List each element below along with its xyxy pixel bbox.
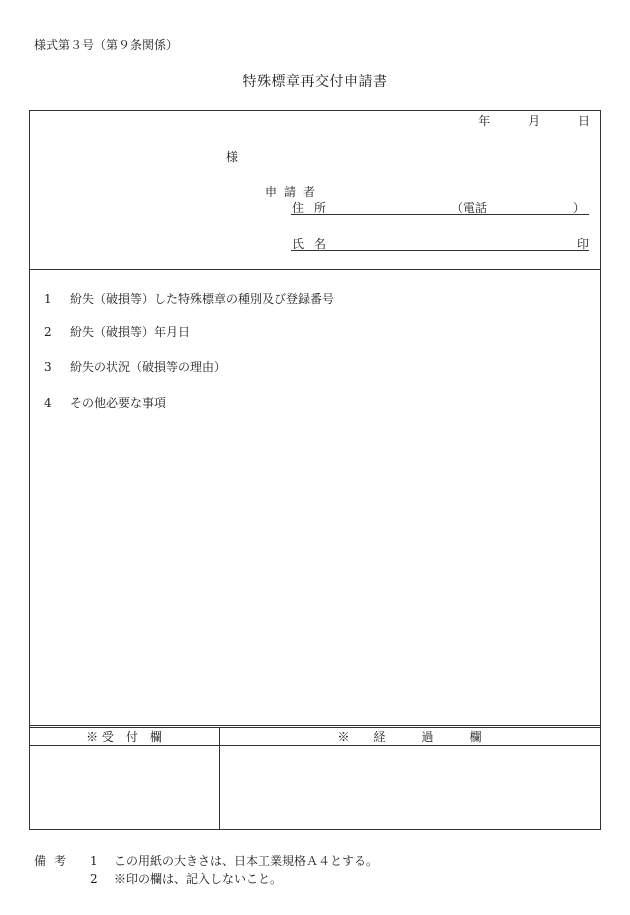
- name-field[interactable]: [291, 235, 589, 251]
- table-divider-top: [30, 725, 600, 726]
- item-number: 3: [44, 360, 52, 374]
- note-number: 1: [90, 854, 98, 868]
- item-text: その他必要な事項: [70, 396, 167, 410]
- item-text: 紛失（破損等）した特殊標章の種別及び登録番号: [70, 292, 335, 306]
- notes: [34, 852, 378, 888]
- name-label: 氏名: [292, 237, 337, 251]
- address-field[interactable]: [291, 199, 589, 215]
- year-label: 年: [478, 114, 491, 128]
- notes-label: 備考: [34, 854, 75, 868]
- progress-header: ※ 経 過 欄: [337, 730, 482, 744]
- item-number: 1: [44, 292, 52, 306]
- seal-mark: 印: [576, 237, 589, 251]
- item-text: 紛失の状況（破損等の理由）: [70, 360, 227, 374]
- note-line-2: [34, 870, 378, 888]
- phone-close: ）: [572, 201, 585, 215]
- reception-cell[interactable]: [30, 746, 218, 829]
- address-label: 住所: [292, 201, 337, 215]
- date-field[interactable]: [478, 112, 590, 129]
- progress-cell[interactable]: [220, 746, 600, 829]
- section-divider: [30, 269, 600, 270]
- page-title: 特殊標章再交付申請書: [242, 74, 388, 90]
- list-item[interactable]: [44, 358, 226, 375]
- reception-header: ※ 受 付 欄: [86, 730, 162, 744]
- addressee-suffix: 様: [226, 150, 239, 164]
- month-label: 月: [528, 114, 541, 128]
- list-item[interactable]: [44, 290, 334, 307]
- note-text: この用紙の大きさは、日本工業規格Ａ４とする。: [114, 854, 379, 868]
- phone-label: （電話: [451, 201, 488, 215]
- item-number: 2: [44, 325, 52, 339]
- form-frame: [29, 110, 601, 830]
- note-line-1: [34, 852, 378, 870]
- note-text: ※印の欄は、記入しないこと。: [114, 872, 283, 886]
- item-text: 紛失（破損等）年月日: [70, 325, 191, 339]
- list-item[interactable]: [44, 394, 166, 411]
- form-number: 様式第３号（第９条関係）: [34, 38, 179, 52]
- list-item[interactable]: [44, 323, 190, 340]
- applicant-label: 申請者: [265, 185, 323, 199]
- note-number: 2: [90, 872, 98, 886]
- item-number: 4: [44, 396, 52, 410]
- day-label: 日: [577, 114, 590, 128]
